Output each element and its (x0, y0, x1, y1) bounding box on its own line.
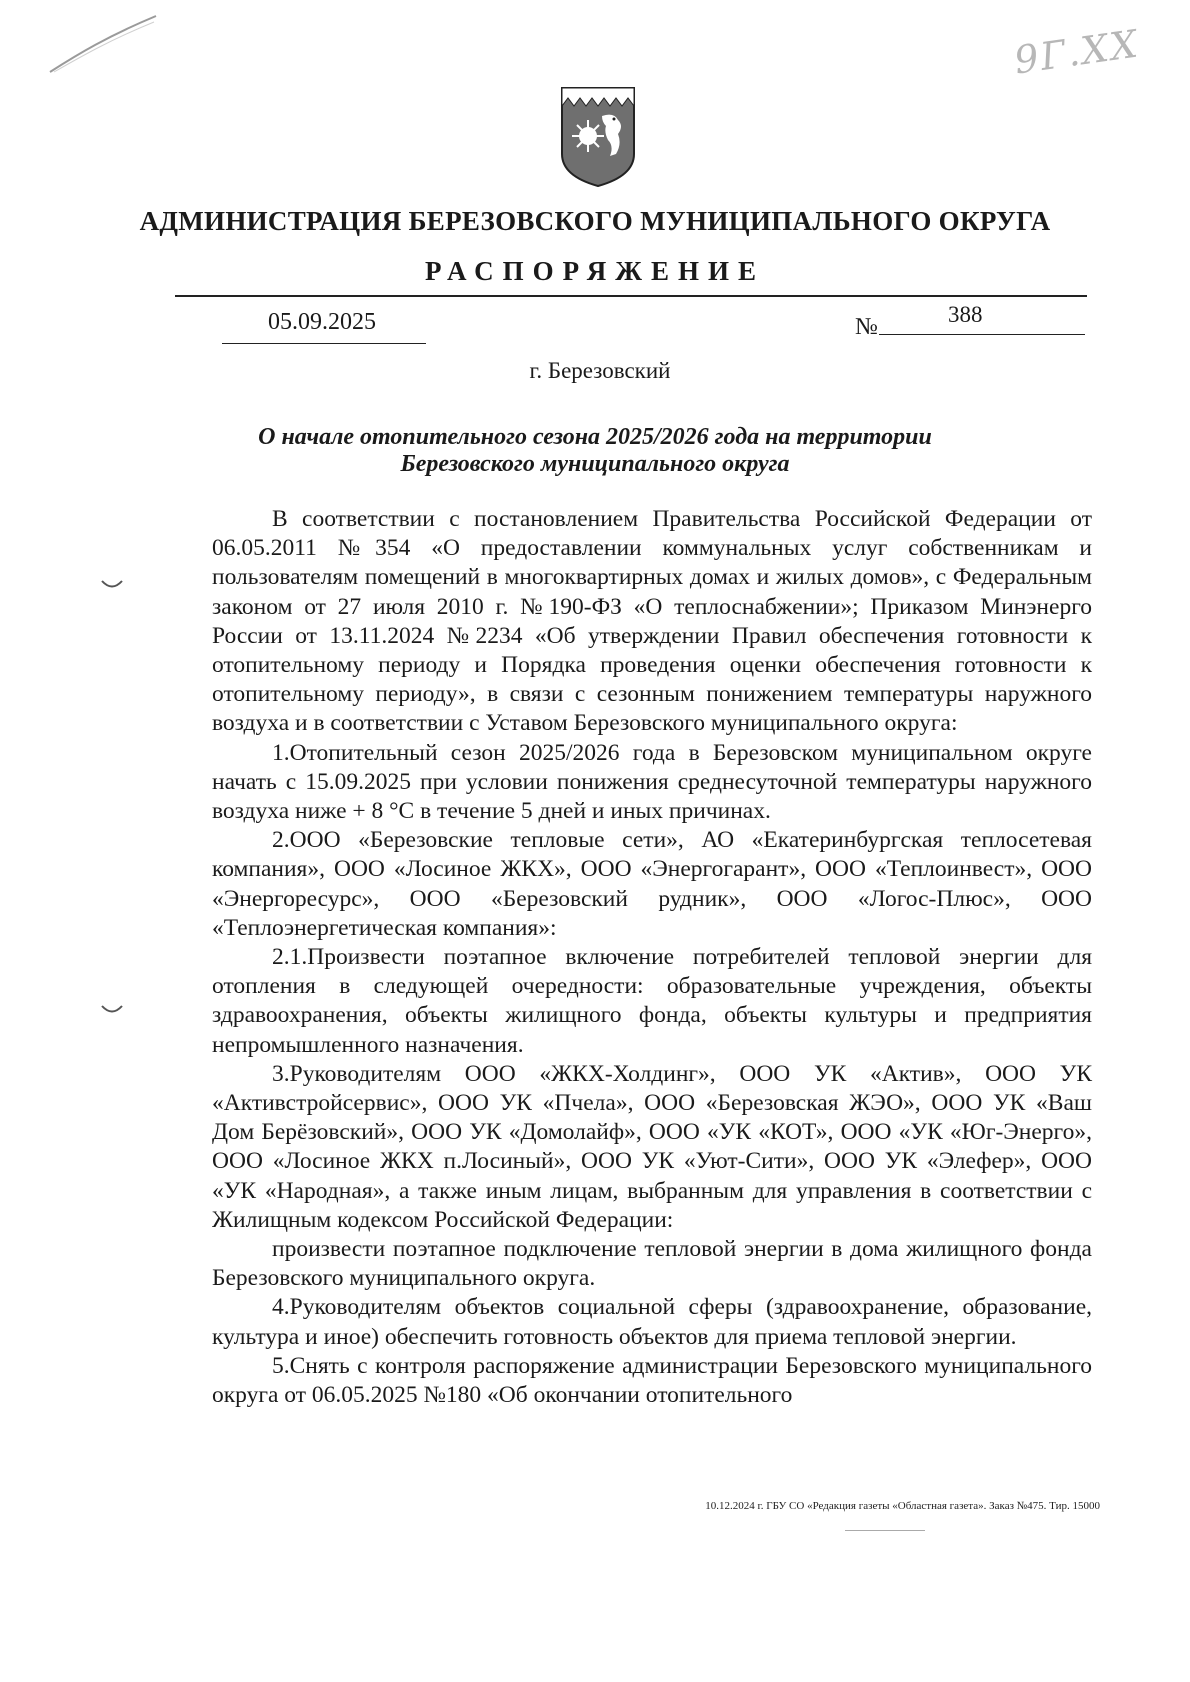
document-number: 388 (948, 302, 983, 327)
number-underline (879, 334, 1085, 335)
organization-title: АДМИНИСТРАЦИЯ БЕРЕЗОВСКОГО МУНИЦИПАЛЬНОГО ОКРУГА (139, 206, 1051, 236)
body-paragraph: 1.Отопительный сезон 2025/2026 года в Березовском муниципальном округе начать с 15.09.2025 при условии понижения среднесуточной температуры наружного воздуха ниже + 8 °С в течение 5 дней и иных причинах. (212, 739, 1092, 825)
document-body (212, 505, 1092, 1410)
document-subject (0, 424, 1190, 478)
body-paragraph: В соответствии с постановлением Правительства Российской Федерации от 06.05.2011 №354 «О предоставлении коммунальных услуг собственникам и пользователям помещений в многоквартирных домах и жилых домов», с Федеральным законом от 27 июля 2010 г. №190-ФЗ «О теплоснабжении»; Приказом Минэнерго России от 13.11.2024 №2234 «Об утверждении Правил обеспечения готовности к отопительному периоду и Порядка проведения оценки обеспечения готовности к отопительному периоду», в связи с сезонным понижением температуры наружного воздуха и в соответствии с Уставом Березовского муниципального округа: (212, 506, 1092, 737)
body-paragraph: 5.Снять с контроля распоряжение администрации Березовского муниципального округа от 06.05.2025 №180 «Об окончании отопительного (212, 1352, 1092, 1409)
handwritten-note: 9Г.XX (1012, 21, 1143, 83)
body-paragraph: 2.1.Произвести поэтапное включение потребителей тепловой энергии для отопления в следующей очередности: образовательные учреждения, объекты здравоохранения, объекты жилищного фонда, объекты культуры и предприятия непромышленного назначения. (212, 944, 1092, 1058)
body-paragraph: 3.Руководителям ООО «ЖКХ-Холдинг», ООО УК «Актив», ООО УК «Активстройсервис», ООО УК «Пчела», ООО «Березовская ЖЭО», ООО УК «Ваш Дом Берёзовский», ООО УК «Домолайф», ООО «УК «КОТ», ООО «УК «Юг-Энерго», ООО «Лосиное ЖКХ п.Лосиный», ООО УК «Уют-Сити», ООО УК «Элефер», ООО «УК «Народная», а также иным лицам, выбранным для управления в соответствии с Жилищным кодексом Российской Федерации: (212, 1060, 1092, 1233)
scan-corner-mark (48, 14, 158, 74)
subject-line: Березовского муниципального округа (400, 451, 790, 477)
document-city: г. Березовский (529, 358, 671, 383)
document-type-title: РАСПОРЯЖЕНИЕ (424, 256, 766, 286)
header-divider (175, 295, 1087, 297)
print-imprint-note: 10.12.2024 г. ГБУ СО «Редакция газеты «Областная газета». Заказ №475. Тир. 15000 (705, 1500, 1100, 1512)
hole-punch-mark (100, 1003, 124, 1017)
coat-of-arms-emblem (558, 84, 638, 188)
document-number-label: № (855, 314, 878, 340)
subject-line: О начале отопительного сезона 2025/2026 года на территории (258, 424, 932, 450)
hole-punch-mark (100, 578, 124, 592)
date-underline (222, 343, 426, 344)
footer-scan-line (845, 1530, 925, 1531)
body-paragraph: произвести поэтапное подключение тепловой энергии в дома жилищного фонда Березовского муниципального округа. (212, 1236, 1092, 1292)
body-paragraph: 4.Руководителям объектов социальной сферы (здравоохранение, образование, культура и иное) обеспечить готовность объектов для приема тепловой энергии. (212, 1294, 1092, 1350)
document-date: 05.09.2025 (268, 309, 376, 335)
body-paragraph: 2.ООО «Березовские тепловые сети», АО «Екатеринбургская теплосетевая компания», ООО «Лосиное ЖКХ», ООО «Энергогарант», ООО «Теплоинвест», ООО «Энергоресурс», ООО «Березовский рудник», ООО «Логос-Плюс», ООО «Теплоэнергетическая компания»: (212, 827, 1092, 941)
